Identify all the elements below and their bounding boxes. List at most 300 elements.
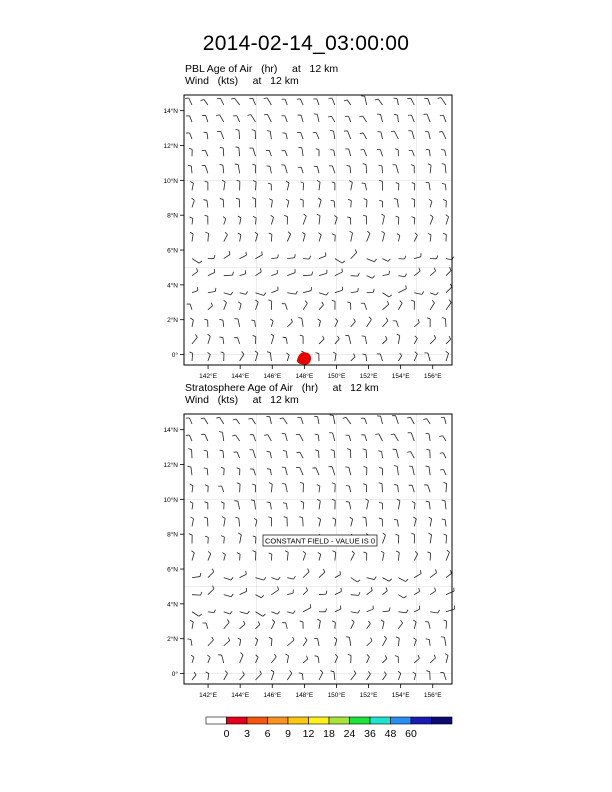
wind-barb: [351, 671, 356, 680]
wind-barb: [348, 654, 351, 663]
wind-barb: [192, 592, 202, 595]
colorbar-label: 18: [323, 728, 335, 740]
wind-barb: [441, 417, 446, 424]
wind-barb: [443, 482, 446, 492]
wind-barb: [335, 336, 339, 344]
wind-barb: [190, 620, 193, 629]
wind-barb: [252, 130, 256, 140]
wind-barb: [303, 551, 306, 560]
wind-barb: [271, 620, 274, 629]
wind-barb: [445, 654, 448, 663]
wind-barb: [426, 449, 430, 458]
wind-barb: [383, 301, 389, 310]
wind-barb: [256, 655, 259, 663]
wind-barb: [446, 284, 452, 293]
wind-barb: [411, 533, 414, 543]
wind-barb: [224, 619, 229, 628]
wind-barb: [430, 292, 438, 295]
wind-barb: [383, 271, 390, 276]
wind-barb: [221, 536, 224, 544]
wind-barb: [222, 180, 225, 190]
wind-barb: [287, 291, 297, 294]
wind-barb: [240, 653, 243, 663]
wind-barb: [256, 251, 263, 258]
wind-barb: [430, 655, 435, 663]
wind-barb: [284, 517, 288, 527]
wind-barb: [350, 517, 353, 526]
wind-barb: [192, 287, 198, 293]
wind-barb: [345, 149, 351, 156]
wind-barb: [231, 98, 239, 105]
wind-barb: [208, 637, 214, 646]
wind-barb: [412, 198, 415, 207]
colorbar-label: 60: [405, 728, 417, 740]
wind-barb: [424, 485, 430, 492]
wind-barb: [253, 181, 256, 191]
wind-barb: [205, 181, 208, 190]
wind-barb: [235, 319, 240, 327]
wind-barb: [224, 272, 234, 276]
wind-barb: [430, 215, 433, 225]
wind-barb: [332, 499, 335, 509]
colorbar-label: 6: [264, 728, 271, 740]
wind-barb: [397, 499, 400, 509]
wind-barb: [234, 338, 240, 344]
wind-barb: [271, 254, 278, 258]
wind-barb: [190, 217, 193, 225]
wind-barb: [319, 591, 327, 595]
wind-barb: [398, 671, 401, 680]
wind-barb: [444, 534, 447, 543]
wind-barb: [282, 151, 288, 157]
wind-barb: [204, 502, 207, 510]
wind-barb: [319, 609, 327, 612]
lat-tick-label: 0°: [171, 352, 178, 360]
panel1-wind-label: Wind (kts) at 12 km: [185, 75, 299, 87]
wind-barb: [187, 639, 192, 646]
wind-barb: [252, 164, 255, 173]
wind-barb: [208, 269, 215, 276]
wind-barb: [283, 337, 288, 344]
wind-barb: [347, 449, 351, 459]
wind-barb: [219, 432, 224, 441]
wind-barb: [303, 604, 311, 612]
wind-barb: [270, 319, 273, 327]
wind-barb: [252, 198, 255, 208]
wind-barb: [221, 502, 224, 510]
wind-barb: [412, 501, 415, 509]
wind-barb: [186, 435, 192, 441]
wind-barb: [238, 216, 241, 224]
wind-barb: [351, 288, 359, 293]
wind-barb: [442, 318, 446, 327]
wind-barb: [396, 551, 399, 561]
wind-barb: [303, 301, 307, 310]
wind-barb: [238, 302, 241, 310]
wind-barb: [360, 150, 366, 157]
wind-barb: [238, 233, 241, 242]
wind-barb: [440, 115, 446, 122]
map-frame: [184, 95, 452, 365]
wind-barb: [316, 149, 319, 157]
wind-barb: [312, 468, 319, 475]
wind-barb: [253, 216, 256, 224]
colorbar-label: 48: [384, 728, 397, 740]
wind-barb: [315, 353, 319, 361]
wind-barb: [335, 287, 343, 293]
wind-barb: [429, 517, 432, 526]
wind-barb: [266, 416, 271, 424]
wind-barb: [204, 517, 208, 526]
wind-barb: [394, 466, 399, 476]
wind-barb: [397, 334, 400, 344]
wind-barb: [443, 233, 446, 241]
wind-barb: [347, 302, 351, 310]
wind-barb: [446, 215, 449, 225]
wind-barb: [381, 620, 384, 629]
colorbar-swatch: [309, 717, 330, 724]
wind-barb: [206, 672, 209, 680]
wind-barb: [367, 654, 370, 662]
colorbar-swatch: [206, 717, 227, 724]
wind-barb: [238, 638, 241, 646]
wind-barb: [398, 595, 406, 598]
wind-barb: [201, 418, 208, 424]
wind-barb: [359, 116, 366, 122]
lat-tick-label: 2°N: [167, 636, 178, 644]
wind-barb: [281, 116, 287, 122]
wind-barb: [391, 131, 398, 139]
wind-barb: [240, 588, 247, 595]
wind-barb: [266, 150, 272, 156]
wind-barb: [282, 467, 287, 475]
wind-barb: [208, 551, 211, 560]
lon-tick-label: 156°E: [423, 373, 442, 380]
wind-barb: [378, 451, 382, 458]
wind-barb: [224, 577, 233, 580]
wind-barb: [412, 182, 415, 190]
wind-barb: [192, 672, 196, 680]
wind-barb: [426, 501, 430, 509]
wind-barb: [393, 321, 398, 327]
wind-barb: [347, 165, 351, 173]
lat-tick-label: 8°N: [167, 531, 178, 539]
wind-barb: [282, 304, 287, 310]
wind-barb: [299, 673, 303, 680]
wind-barb: [442, 500, 446, 509]
wind-barb: [409, 151, 414, 157]
wind-barb: [268, 300, 271, 310]
wind-barb: [397, 234, 400, 242]
wind-barb: [364, 466, 367, 475]
wind-barb: [234, 501, 239, 510]
wind-barb: [286, 353, 289, 361]
wind-barb: [383, 318, 388, 327]
wind-barb: [423, 419, 430, 424]
wind-barb: [398, 610, 408, 613]
wind-barb: [440, 453, 446, 458]
lon-tick-label: 152°E: [359, 692, 378, 699]
wind-barb: [282, 434, 287, 441]
wind-barb: [413, 638, 416, 646]
wind-barb: [395, 656, 399, 663]
wind-barb: [299, 517, 303, 527]
wind-barb: [351, 249, 357, 258]
wind-barb: [216, 417, 224, 424]
wind-barb: [398, 620, 402, 629]
wind-barb: [361, 435, 366, 441]
wind-barb: [361, 418, 367, 424]
wind-barb: [282, 99, 288, 105]
wind-barb: [367, 621, 371, 629]
wind-barb: [303, 656, 308, 663]
wind-barb: [426, 182, 431, 190]
wind-barb: [446, 588, 454, 595]
wind-barb: [367, 606, 374, 612]
wind-barb: [318, 518, 321, 527]
wind-barb: [271, 611, 279, 614]
wind-barb: [287, 269, 295, 275]
wind-barb: [236, 198, 240, 207]
wind-barb: [237, 553, 240, 561]
wind-barb: [219, 337, 223, 344]
wind-barb: [414, 268, 420, 276]
wind-barb: [383, 587, 388, 594]
wind-barb: [441, 637, 446, 646]
map-frame: [184, 414, 452, 684]
wind-barb: [330, 130, 335, 139]
wind-barb: [365, 499, 368, 510]
wind-barb: [442, 164, 446, 174]
wind-barb: [315, 434, 319, 441]
wind-barb: [297, 99, 303, 105]
wind-barb: [333, 352, 336, 361]
wind-barb: [271, 287, 278, 293]
wind-barb: [204, 132, 208, 139]
wind-barb: [414, 551, 417, 560]
wind-barb: [240, 252, 247, 259]
wind-barb: [192, 573, 201, 577]
wind-barb: [346, 486, 351, 493]
wind-barb: [315, 450, 319, 458]
colorbar-swatch: [227, 717, 248, 724]
wind-barb: [282, 484, 287, 493]
colorbar-swatch: [268, 717, 289, 724]
wind-barb: [382, 231, 385, 241]
wind-barb: [345, 116, 351, 122]
wind-barb: [428, 533, 431, 543]
wind-barb: [296, 467, 303, 475]
wind-barb: [224, 671, 228, 680]
wind-barb: [233, 419, 240, 424]
wind-barb: [446, 300, 451, 310]
wind-barb: [186, 116, 192, 122]
wind-barb: [224, 232, 228, 241]
wind-barb: [204, 450, 208, 458]
wind-barb: [319, 292, 328, 295]
wind-barb: [287, 232, 290, 242]
wind-barb: [267, 502, 272, 509]
constant-field-annotation: [263, 535, 377, 546]
colorbar-swatch: [288, 717, 309, 724]
wind-barb: [345, 467, 350, 475]
wind-barb: [328, 98, 334, 105]
wind-barb: [287, 637, 294, 646]
wind-barb: [411, 165, 414, 174]
wind-barb: [220, 147, 224, 156]
wind-barb: [205, 536, 208, 543]
wind-barb: [351, 592, 360, 595]
wind-barb: [190, 502, 193, 510]
colorbar-label: 36: [364, 728, 376, 740]
wind-barb: [192, 268, 198, 275]
wind-barb: [267, 469, 271, 475]
wind-barb: [303, 287, 311, 293]
wind-barb: [271, 270, 277, 276]
wind-barb: [286, 181, 289, 190]
wind-barb: [216, 115, 224, 122]
wind-barb: [331, 450, 335, 458]
wind-barb: [253, 335, 256, 344]
wind-barb: [377, 354, 383, 361]
wind-barb: [298, 318, 303, 327]
wind-barb: [396, 183, 399, 191]
wind-barb: [377, 132, 382, 140]
wind-barb: [413, 517, 416, 526]
wind-barb: [332, 518, 335, 527]
wind-barb: [251, 320, 255, 327]
wind-barb: [240, 621, 245, 629]
wind-barb: [430, 588, 435, 595]
wind-barb: [344, 131, 351, 139]
wind-barb: [424, 353, 430, 361]
wind-barb: [249, 148, 255, 156]
wind-barb: [285, 654, 288, 663]
wind-barb: [426, 433, 431, 441]
wind-barb: [430, 610, 439, 613]
wind-barb: [348, 199, 351, 207]
wind-barb: [351, 610, 360, 613]
wind-barb: [383, 336, 388, 344]
wind-barb: [217, 131, 224, 139]
wind-barb: [446, 550, 449, 561]
wind-barb: [446, 336, 451, 344]
wind-barb: [271, 577, 280, 580]
wind-barb: [271, 670, 274, 680]
wind-barb: [189, 148, 192, 156]
wind-barb: [446, 606, 455, 612]
wind-barb: [233, 116, 239, 122]
wind-barb: [249, 98, 255, 105]
wind-barb: [238, 533, 241, 543]
wind-barb: [218, 486, 224, 492]
wind-barb: [208, 303, 213, 310]
wind-barb: [425, 622, 430, 629]
wind-barb: [363, 484, 367, 493]
wind-barb: [247, 115, 255, 122]
wind-barb: [204, 215, 207, 224]
wind-barb: [313, 99, 319, 105]
wind-barb: [269, 553, 272, 561]
wind-barb: [362, 336, 367, 344]
wind-barb: [408, 433, 415, 441]
wind-barb: [442, 519, 446, 526]
lat-tick-label: 12°N: [163, 143, 178, 151]
colorbar-label: 0: [223, 728, 230, 740]
wind-barb: [190, 181, 193, 190]
wind-barb: [269, 199, 272, 208]
wind-barb: [240, 672, 245, 680]
wind-barb: [192, 612, 202, 617]
wind-barb: [221, 467, 224, 475]
wind-barb: [287, 670, 292, 680]
wind-barb: [391, 434, 399, 441]
wind-barb: [319, 336, 324, 344]
wind-barb: [414, 253, 421, 258]
wind-barb: [264, 114, 271, 122]
lat-tick-label: 10°N: [163, 177, 178, 185]
lat-tick-label: 14°N: [163, 108, 178, 116]
wind-barb: [317, 499, 320, 509]
wind-barb: [203, 200, 207, 208]
wind-barb: [186, 418, 192, 424]
wind-barb: [383, 259, 391, 262]
wind-barb: [335, 571, 341, 577]
wind-barb: [190, 318, 193, 327]
wind-barb: [367, 577, 377, 580]
lon-tick-label: 142°E: [199, 692, 217, 699]
panel1-map: [0, 88, 612, 388]
wind-barb: [429, 199, 432, 207]
wind-barb: [377, 150, 383, 157]
wind-barb: [408, 115, 414, 122]
wind-barb: [430, 569, 436, 577]
wind-barb: [439, 436, 446, 441]
wind-barb: [367, 671, 371, 680]
colorbar-swatch: [391, 717, 412, 724]
wind-barb: [398, 301, 402, 310]
wind-barb: [235, 147, 239, 156]
wind-barb: [296, 452, 303, 458]
wind-barb: [314, 416, 319, 424]
wind-barb: [267, 352, 271, 361]
wind-barb: [287, 319, 292, 327]
wind-barb: [268, 183, 272, 190]
wind-barb: [282, 623, 287, 629]
wind-barb: [361, 303, 367, 310]
wind-barb: [240, 292, 248, 295]
wind-barb: [440, 470, 446, 476]
wind-barb: [191, 551, 194, 561]
wind-barb: [427, 318, 430, 327]
wind-barb: [192, 198, 195, 207]
wind-barb: [203, 623, 208, 629]
wind-barb: [333, 551, 336, 561]
panel2-map: [0, 407, 612, 707]
wind-barb: [383, 293, 392, 297]
wind-barb: [383, 636, 387, 646]
colorbar-label: 12: [302, 728, 315, 740]
wind-barb: [204, 468, 208, 475]
wind-barb: [237, 468, 240, 475]
page-title: 2014-02-14_03:00:00: [202, 32, 410, 55]
wind-barb: [187, 304, 192, 310]
lon-tick-label: 142°E: [199, 373, 217, 380]
wind-barb: [351, 620, 354, 629]
wind-barb: [250, 469, 255, 475]
wind-barb: [269, 483, 272, 493]
wind-barb: [379, 483, 383, 493]
